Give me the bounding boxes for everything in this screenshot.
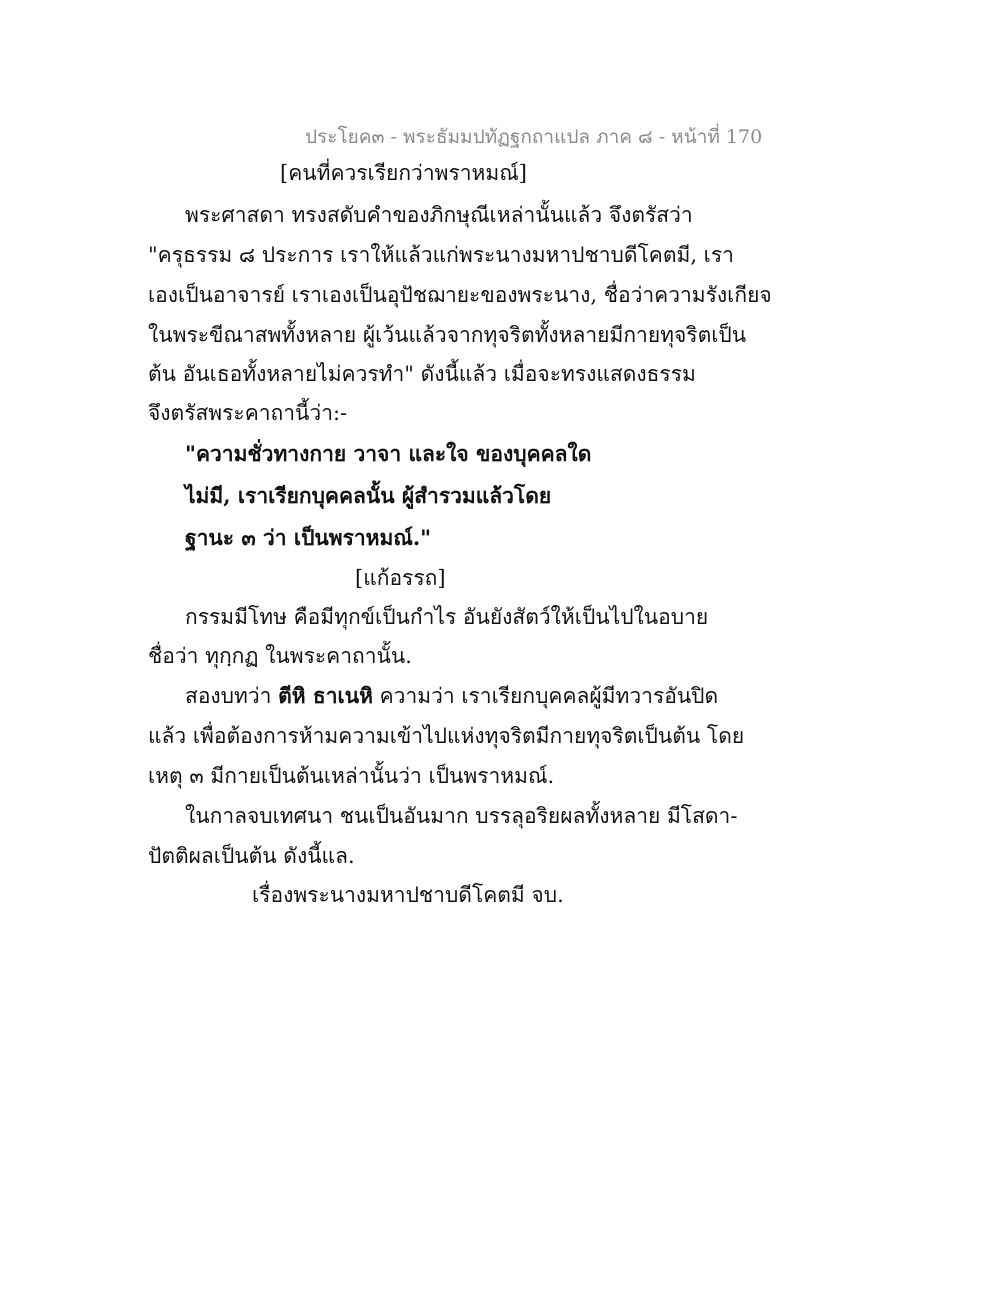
paragraph-line: แล้ว เพื่อต้องการห้ามความเข้าไปแห่งทุจริตมีกายทุจริตเป็นต้น โดย — [148, 724, 745, 748]
paragraph-line: เหตุ ๓ มีกายเป็นต้นเหล่านั้นว่า เป็นพราหมณ์. — [148, 764, 555, 788]
commentary-title: [แก้อรรถ] — [355, 566, 446, 590]
paragraph-line: กรรมมีโทษ คือมีทุกข์เป็นกำไร อันยังสัตว์ให้เป็นไปในอบาย — [185, 605, 709, 629]
pali-term: ตีหิ ธาเนหิ — [278, 683, 373, 708]
paragraph-line: ชื่อว่า ทุกฺกฏ ในพระคาถานั้น. — [148, 644, 412, 668]
paragraph-line: พระศาสดา ทรงสดับคำของภิกษุณีเหล่านั้นแล้ว จึงตรัสว่า — [185, 203, 693, 227]
verse-line: ไม่มี, เราเรียกบุคคลนั้น ผู้สำรวมแล้วโดย — [185, 483, 552, 508]
verse-line: ฐานะ ๓ ว่า เป็นพราหมณ์." — [185, 525, 432, 550]
page-header: ประโยค๓ - พระธัมมปทัฏฐกถาแปล ภาค ๘ - หน้าที่ 170 — [305, 126, 763, 148]
closing-line: เรื่องพระนางมหาปชาบดีโคตมี จบ. — [252, 883, 564, 907]
paragraph-line: เองเป็นอาจารย์ เราเองเป็นอุปัชฌายะของพระนาง, ชื่อว่าความรังเกียจ — [148, 283, 772, 307]
paragraph-line: จึงตรัสพระคาถานี้ว่า:- — [148, 401, 348, 425]
term-intro: สองบทว่า — [185, 684, 272, 708]
section-title: [คนที่ควรเรียกว่าพราหมณ์] — [280, 161, 527, 185]
verse-line: "ความชั่วทางกาย วาจา และใจ ของบุคคลใด — [185, 441, 592, 466]
paragraph-line: ในกาลจบเทศนา ชนเป็นอันมาก บรรลุอริยผลทั้งหลาย มีโสดา- — [185, 804, 738, 828]
paragraph-line: ในพระขีณาสพทั้งหลาย ผู้เว้นแล้วจากทุจริตทั้งหลายมีกายทุจริตเป็น — [148, 323, 747, 347]
term-explanation: ความว่า เราเรียกบุคคลผู้มีทวารอันปิด — [379, 684, 719, 708]
paragraph-line: "ครุธรรม ๘ ประการ เราให้แล้วแก่พระนางมหาปชาบดีโคตมี, เรา — [148, 243, 734, 267]
paragraph-line: ปัตติผลเป็นต้น ดังนี้แล. — [148, 844, 355, 868]
paragraph-line: ต้น อันเธอทั้งหลายไม่ควรทำ" ดังนี้แล้ว เมื่อจะทรงแสดงธรรม — [148, 362, 696, 386]
paragraph-line — [185, 681, 718, 711]
